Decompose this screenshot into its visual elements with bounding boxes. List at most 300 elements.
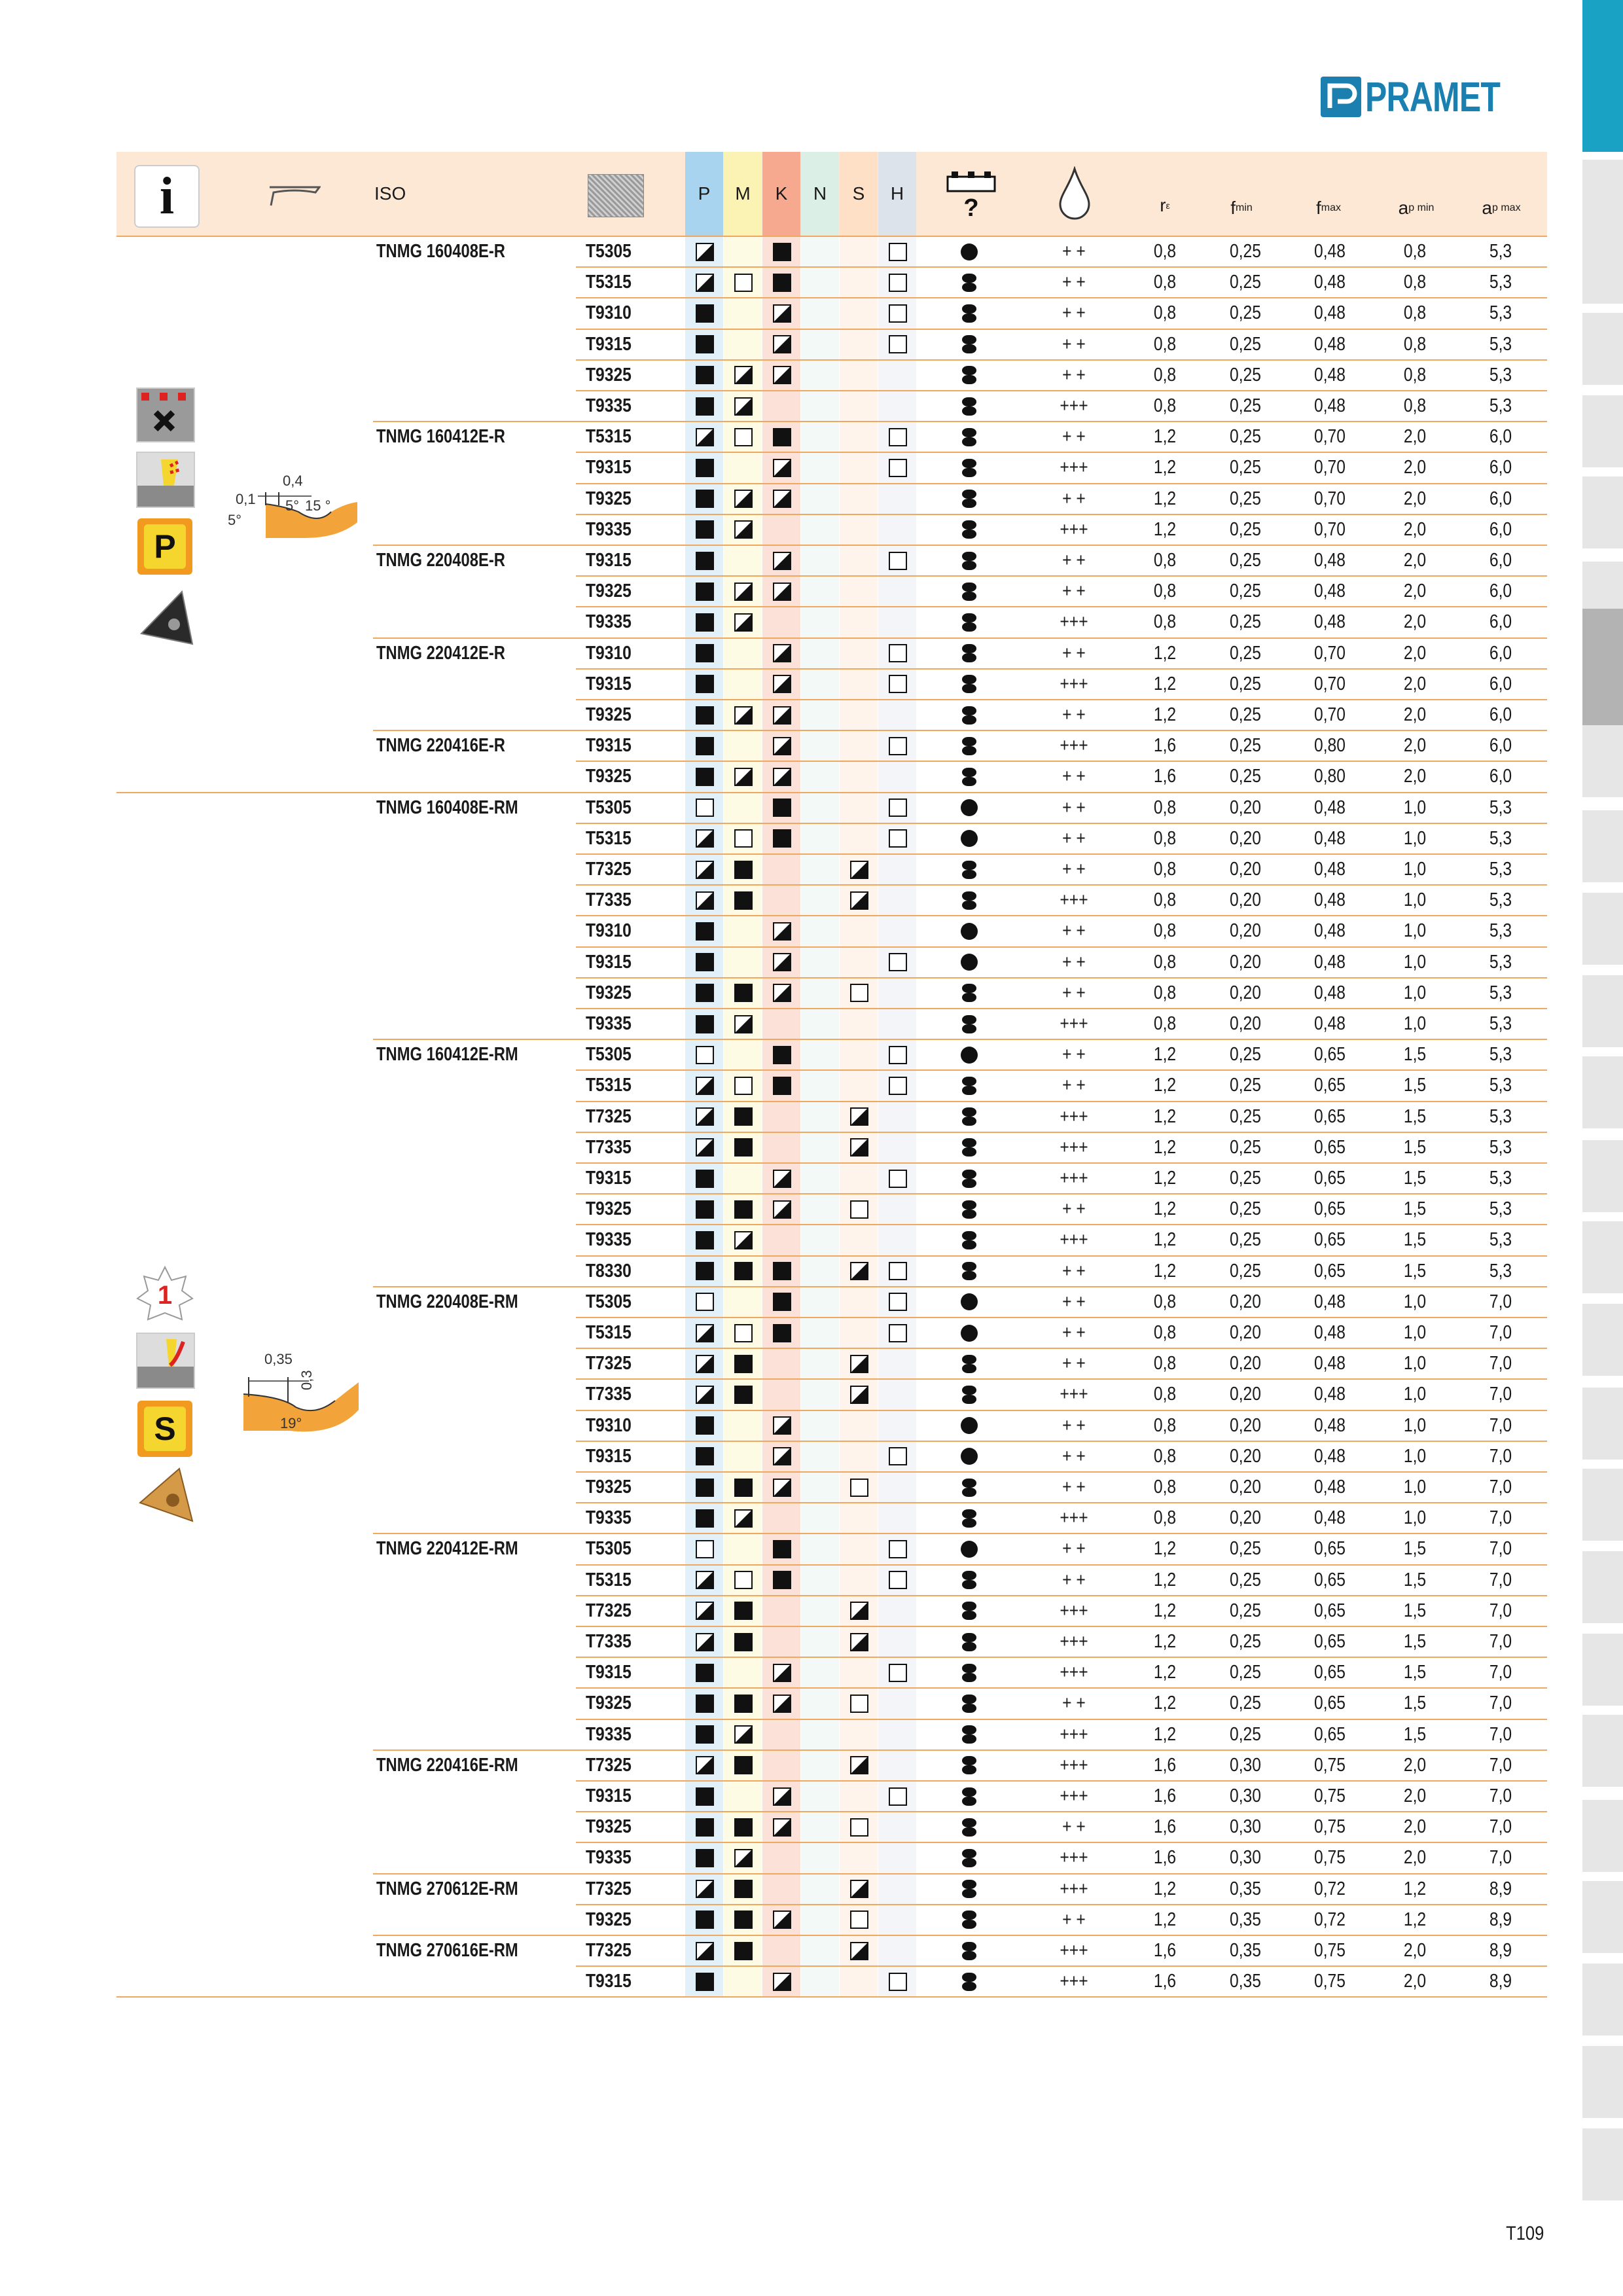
table-row[interactable]	[0, 1812, 1571, 1842]
table-row[interactable]	[0, 885, 1571, 916]
table-row[interactable]	[0, 1781, 1571, 1812]
cell-apmin: 0,8	[1403, 272, 1427, 293]
side-tab-21[interactable]	[1582, 1800, 1623, 1872]
cell-cool: +++	[1060, 1384, 1088, 1405]
cell-apmin: 1,5	[1403, 1723, 1427, 1745]
suitability-cell-S	[850, 1935, 868, 1966]
suitability-H-optional	[889, 1787, 907, 1806]
condition-cell	[961, 514, 978, 545]
geo2-angle-a: 19°	[280, 1415, 302, 1431]
suitability-H-optional	[889, 335, 907, 353]
table-row[interactable]	[0, 1905, 1571, 1935]
cell-fmax: 0,75	[1314, 1847, 1346, 1869]
condition-cell	[961, 1194, 978, 1225]
info-icon[interactable]: i	[134, 165, 200, 228]
table-row[interactable]	[0, 514, 1571, 545]
grade-code: T9315	[586, 1662, 632, 1683]
cell-fmax: 0,48	[1314, 827, 1346, 849]
side-tab-1[interactable]	[1582, 160, 1623, 232]
cell-fmax: 0,65	[1314, 1662, 1346, 1683]
table-row[interactable]	[0, 1379, 1571, 1410]
table-row[interactable]	[0, 1348, 1571, 1379]
cell-fmax: 0,65	[1314, 1569, 1346, 1590]
cell-re: 0,8	[1153, 920, 1177, 942]
suitability-M-secondary	[734, 1015, 753, 1033]
cell-apmax: 7,0	[1489, 1723, 1512, 1745]
table-row[interactable]	[0, 1039, 1571, 1070]
cell-apmin: 2,0	[1403, 426, 1427, 448]
table-row[interactable]	[0, 669, 1571, 700]
cell-apmin: 1,5	[1403, 1600, 1427, 1621]
grade-code: T5305	[586, 241, 632, 262]
table-row[interactable]	[0, 1935, 1571, 1966]
suitability-cell-K	[773, 1318, 791, 1348]
suitability-cell-K	[773, 1070, 791, 1101]
table-row[interactable]	[0, 1441, 1571, 1472]
suitability-cell-H	[889, 1070, 907, 1101]
cell-fmin: 0,20	[1230, 951, 1261, 973]
grade-code: T7325	[586, 1600, 632, 1621]
suitability-K-primary	[773, 829, 791, 848]
suitability-cell-K	[773, 360, 791, 391]
cell-apmin: 1,5	[1403, 1260, 1427, 1282]
suitability-S-secondary	[850, 1880, 868, 1898]
suitability-cell-K	[773, 1194, 791, 1225]
suitability-S-secondary	[850, 1633, 868, 1651]
cell-apmax: 7,0	[1489, 1538, 1512, 1560]
suitability-cell-P	[696, 1472, 714, 1503]
cell-re: 1,2	[1153, 1631, 1177, 1652]
cell-re: 1,6	[1153, 735, 1177, 757]
cell-apmax: 7,0	[1489, 1414, 1512, 1436]
cell-cool: +++	[1060, 673, 1088, 694]
cell-fmin: 0,25	[1230, 1136, 1261, 1158]
suitability-K-secondary	[773, 1787, 791, 1806]
table-row[interactable]	[0, 1256, 1571, 1287]
cell-fmax: 0,48	[1314, 982, 1346, 1003]
cell-fmin: 0,30	[1230, 1847, 1261, 1869]
cell-apmin: 2,0	[1403, 642, 1427, 664]
cell-apmax: 8,9	[1489, 1940, 1512, 1961]
cell-apmin: 1,0	[1403, 827, 1427, 849]
cell-fmin: 0,25	[1230, 1662, 1261, 1683]
suitability-H-optional	[889, 1571, 907, 1589]
cell-fmin: 0,25	[1230, 426, 1261, 448]
table-row[interactable]	[0, 1842, 1571, 1873]
cell-fmin: 0,20	[1230, 1445, 1261, 1467]
suitability-K-secondary	[773, 366, 791, 384]
table-row[interactable]	[0, 545, 1571, 576]
side-tab-18[interactable]	[1582, 1551, 1623, 1623]
suitability-cell-P	[696, 1256, 714, 1287]
normal-condition-icon	[961, 274, 978, 292]
table-row[interactable]	[0, 422, 1571, 452]
table-row[interactable]	[0, 1225, 1571, 1255]
cell-re: 0,8	[1153, 611, 1177, 633]
suitability-M-primary	[734, 1107, 753, 1126]
condition-cell	[961, 1472, 978, 1503]
suitability-cell-P	[696, 329, 714, 360]
suitability-M-optional	[734, 1077, 753, 1095]
table-row[interactable]	[0, 1194, 1571, 1225]
table-row[interactable]	[0, 854, 1571, 885]
table-row[interactable]	[0, 1009, 1571, 1039]
side-tab-10[interactable]	[1582, 893, 1623, 965]
suitability-cell-K	[773, 1256, 791, 1287]
suitability-M-secondary	[734, 1849, 753, 1867]
suitability-M-optional	[734, 829, 753, 848]
suitability-cell-P	[696, 1905, 714, 1935]
table-row[interactable]	[0, 484, 1571, 514]
suitability-P-primary	[696, 706, 714, 725]
side-tab-active[interactable]	[1582, 0, 1623, 152]
cell-fmax: 0,70	[1314, 642, 1346, 664]
cell-re: 0,8	[1153, 827, 1177, 849]
cell-fmax: 0,72	[1314, 1909, 1346, 1930]
suitability-P-primary	[696, 953, 714, 971]
table-row[interactable]	[0, 607, 1571, 637]
suitability-P-primary	[696, 613, 714, 632]
table-row[interactable]	[0, 1132, 1571, 1163]
side-tab-25[interactable]	[1582, 2128, 1623, 2200]
suitability-P-secondary	[696, 274, 714, 292]
cell-apmax: 5,3	[1489, 920, 1512, 942]
table-row[interactable]	[0, 391, 1571, 422]
condition-cell	[961, 1657, 978, 1688]
table-row[interactable]	[0, 1750, 1571, 1781]
suitability-K-primary	[773, 1077, 791, 1095]
side-tab-5[interactable]	[1582, 476, 1623, 548]
suitability-P-secondary	[696, 1355, 714, 1373]
cell-apmin: 2,0	[1403, 457, 1427, 478]
cell-apmax: 5,3	[1489, 859, 1512, 880]
cell-cool: + +	[1062, 1693, 1086, 1714]
suitability-K-primary	[773, 1324, 791, 1342]
header-fmax: f max	[1315, 198, 1341, 218]
suitability-M-primary	[734, 1910, 753, 1929]
cell-cool: +++	[1060, 735, 1088, 757]
normal-condition-icon	[961, 520, 978, 539]
suitability-cell-M	[734, 1750, 753, 1781]
suitability-cell-M	[734, 1194, 753, 1225]
cell-cool: +++	[1060, 518, 1088, 540]
cell-fmin: 0,25	[1230, 488, 1261, 509]
cell-re: 1,2	[1153, 1693, 1177, 1714]
suitability-P-primary	[696, 984, 714, 1002]
cell-cool: +++	[1060, 1971, 1088, 1992]
header-P: P	[698, 183, 711, 204]
suitability-cell-H	[889, 267, 907, 298]
suitability-S-secondary	[850, 1138, 868, 1157]
header-H: H	[890, 183, 904, 204]
cell-apmax: 7,0	[1489, 1445, 1512, 1467]
suitability-S-optional	[850, 984, 868, 1002]
table-row[interactable]	[0, 1688, 1571, 1719]
header-apmax: a p max	[1482, 198, 1521, 218]
suitability-M-primary	[734, 1695, 753, 1713]
cell-fmax: 0,48	[1314, 1353, 1346, 1374]
page-number: T109	[1506, 2223, 1544, 2244]
table-row[interactable]	[0, 1070, 1571, 1101]
suitability-cell-P	[696, 1348, 714, 1379]
table-row[interactable]	[0, 978, 1571, 1009]
table-row[interactable]	[0, 1318, 1571, 1348]
cell-fmin: 0,25	[1230, 1600, 1261, 1621]
cell-apmin: 2,0	[1403, 581, 1427, 602]
suitability-P-primary	[696, 1262, 714, 1280]
suitability-cell-P	[696, 1874, 714, 1905]
side-tab-14[interactable]	[1582, 1221, 1623, 1293]
stable-condition-icon	[961, 830, 978, 847]
suitability-H-optional	[889, 644, 907, 662]
suitability-cell-K	[773, 236, 791, 267]
suitability-cell-P	[696, 1225, 714, 1255]
cell-apmin: 1,0	[1403, 859, 1427, 880]
side-tab-12[interactable]	[1582, 1056, 1623, 1128]
stable-condition-icon	[961, 1047, 978, 1064]
cell-apmax: 6,0	[1489, 581, 1512, 602]
cell-fmin: 0,25	[1230, 704, 1261, 725]
table-row[interactable]	[0, 1657, 1571, 1688]
table-row[interactable]	[0, 638, 1571, 669]
table-row[interactable]	[0, 576, 1571, 607]
suitability-H-optional	[889, 1540, 907, 1558]
suitability-P-primary	[696, 1664, 714, 1682]
side-tab-15[interactable]	[1582, 1304, 1623, 1376]
grade-code: T9325	[586, 704, 632, 725]
suitability-cell-K	[773, 484, 791, 514]
suitability-H-optional	[889, 274, 907, 292]
suitability-K-secondary	[773, 1818, 791, 1837]
condition-cell	[961, 1379, 978, 1410]
table-row[interactable]	[0, 236, 1571, 267]
table-row[interactable]	[0, 267, 1571, 298]
cell-apmax: 7,0	[1489, 1322, 1512, 1343]
cell-re: 0,8	[1153, 550, 1177, 571]
cell-cool: + +	[1062, 302, 1086, 324]
table-row[interactable]	[0, 793, 1571, 823]
suitability-cell-M	[734, 1812, 753, 1842]
table-row[interactable]	[0, 947, 1571, 978]
table-row[interactable]	[0, 1719, 1571, 1750]
suitability-H-optional	[889, 304, 907, 323]
grade-code: T9325	[586, 982, 632, 1003]
grade-code: T9315	[586, 951, 632, 973]
suitability-cell-P	[696, 947, 714, 978]
cell-cool: + +	[1062, 272, 1086, 293]
cell-re: 0,8	[1153, 1507, 1177, 1529]
suitability-P-secondary	[696, 1571, 714, 1589]
cell-fmax: 0,70	[1314, 426, 1346, 448]
cell-apmin: 1,5	[1403, 1198, 1427, 1220]
suitability-cell-P	[696, 1534, 714, 1564]
condition-cell	[961, 1750, 978, 1781]
side-tab-2[interactable]	[1582, 232, 1623, 304]
suitability-M-primary	[734, 891, 753, 910]
condition-cell	[961, 1070, 978, 1101]
cell-apmin: 1,0	[1403, 920, 1427, 942]
condition-cell	[961, 761, 978, 792]
side-tab-22[interactable]	[1582, 1881, 1623, 1953]
table-row[interactable]	[0, 1102, 1571, 1132]
table-row[interactable]	[0, 298, 1571, 329]
suitability-H-optional	[889, 1324, 907, 1342]
table-row[interactable]	[0, 1472, 1571, 1503]
cell-cool: +++	[1060, 395, 1088, 416]
table-row[interactable]	[0, 1565, 1571, 1596]
suitability-P-primary	[696, 675, 714, 693]
suitability-cell-P	[696, 1102, 714, 1132]
side-tab-23[interactable]	[1582, 1964, 1623, 2036]
cell-re: 1,2	[1153, 1662, 1177, 1683]
cell-apmax: 6,0	[1489, 766, 1512, 787]
cell-apmax: 5,3	[1489, 1136, 1512, 1158]
table-row[interactable]	[0, 916, 1571, 946]
cell-apmax: 5,3	[1489, 982, 1512, 1003]
cell-apmin: 2,0	[1403, 735, 1427, 757]
suitability-cell-P	[696, 545, 714, 576]
suitability-H-optional	[889, 1262, 907, 1280]
grade-code: T9310	[586, 642, 632, 664]
table-row[interactable]	[0, 1534, 1571, 1564]
table-row[interactable]	[0, 823, 1571, 854]
cell-cool: +++	[1060, 1785, 1088, 1806]
condition-cell	[961, 793, 978, 823]
suitability-H-optional	[889, 953, 907, 971]
suitability-cell-K	[773, 638, 791, 669]
side-tab-19[interactable]	[1582, 1634, 1623, 1706]
condition-cell	[961, 1935, 978, 1966]
suitability-cell-H	[889, 1657, 907, 1688]
cell-apmin: 2,0	[1403, 1971, 1427, 1992]
cell-apmin: 2,0	[1403, 518, 1427, 540]
suitability-cell-P	[696, 761, 714, 792]
table-row[interactable]	[0, 1966, 1571, 1997]
suitability-cell-K	[773, 793, 791, 823]
suitability-cell-P	[696, 360, 714, 391]
table-row[interactable]	[0, 1874, 1571, 1905]
side-tab-7[interactable]	[1582, 609, 1623, 740]
cell-fmin: 0,25	[1230, 766, 1261, 787]
suitability-P-primary	[696, 490, 714, 508]
header-iso: ISO	[374, 183, 406, 204]
side-tab-16[interactable]	[1582, 1388, 1623, 1460]
cell-apmin: 1,0	[1403, 1507, 1427, 1529]
side-tab-3[interactable]	[1582, 313, 1623, 385]
cell-apmax: 5,3	[1489, 364, 1512, 386]
geo1-dim-a: 0,4	[283, 473, 303, 489]
suitability-cell-K	[773, 1781, 791, 1812]
normal-condition-icon	[961, 1231, 978, 1249]
cell-cool: +++	[1060, 1847, 1088, 1869]
suitability-cell-P	[696, 1719, 714, 1750]
suitability-cell-K	[773, 452, 791, 483]
cell-fmax: 0,80	[1314, 766, 1346, 787]
grade-code: T5315	[586, 1569, 632, 1590]
side-tab-11[interactable]	[1582, 975, 1623, 1047]
suitability-cell-S	[850, 1750, 868, 1781]
condition-cell	[961, 1009, 978, 1039]
cell-fmax: 0,48	[1314, 797, 1346, 818]
cell-apmax: 7,0	[1489, 1662, 1512, 1683]
table-row[interactable]	[0, 1596, 1571, 1626]
suitability-cell-S	[850, 1194, 868, 1225]
suitability-M-optional	[734, 274, 753, 292]
grade-code: T7325	[586, 1940, 632, 1961]
side-tab-13[interactable]	[1582, 1140, 1623, 1212]
cell-fmax: 0,70	[1314, 673, 1346, 694]
cell-apmax: 6,0	[1489, 457, 1512, 478]
cell-re: 1,6	[1153, 1785, 1177, 1806]
table-row[interactable]	[0, 730, 1571, 761]
suitability-K-secondary	[773, 675, 791, 693]
suitability-H-optional	[889, 552, 907, 570]
suitability-K-primary	[773, 1046, 791, 1064]
table-row[interactable]	[0, 1503, 1571, 1534]
cell-fmin: 0,20	[1230, 1414, 1261, 1436]
suitability-cell-H	[889, 1318, 907, 1348]
cell-cool: + +	[1062, 1291, 1086, 1312]
table-row[interactable]	[0, 1287, 1571, 1318]
suitability-P-primary	[696, 1787, 714, 1806]
iso-designation: TNMG 270612E-RM	[376, 1878, 518, 1899]
normal-condition-icon	[961, 1664, 978, 1682]
table-row[interactable]	[0, 700, 1571, 730]
table-row[interactable]	[0, 360, 1571, 391]
suitability-P-primary	[696, 1725, 714, 1744]
side-tab-9[interactable]	[1582, 810, 1623, 882]
side-tab-24[interactable]	[1582, 2046, 1623, 2118]
suitability-S-optional	[850, 1910, 868, 1929]
suitability-cell-M	[734, 1874, 753, 1905]
suitability-M-primary	[734, 861, 753, 879]
cell-cool: + +	[1062, 364, 1086, 386]
suitability-H-optional	[889, 737, 907, 755]
suitability-P-secondary	[696, 1942, 714, 1960]
normal-condition-icon	[961, 304, 978, 323]
side-tab-4[interactable]	[1582, 395, 1623, 467]
cell-fmax: 0,65	[1314, 1723, 1346, 1745]
normal-condition-icon	[961, 1880, 978, 1898]
suitability-S-secondary	[850, 1386, 868, 1404]
cell-cool: + +	[1062, 827, 1086, 849]
cell-apmax: 7,0	[1489, 1785, 1512, 1806]
normal-condition-icon	[961, 1602, 978, 1620]
cell-re: 0,8	[1153, 1414, 1177, 1436]
cell-apmin: 1,0	[1403, 982, 1427, 1003]
table-row[interactable]	[0, 761, 1571, 792]
cell-fmin: 0,25	[1230, 673, 1261, 694]
suitability-cell-M	[734, 761, 753, 792]
table-row[interactable]	[0, 329, 1571, 360]
suitability-K-secondary	[773, 768, 791, 786]
table-row[interactable]	[0, 1163, 1571, 1194]
iso-designation: TNMG 270616E-RM	[376, 1940, 518, 1961]
iso-designation: TNMG 220408E-RM	[376, 1291, 518, 1312]
table-row[interactable]	[0, 1410, 1571, 1441]
grade-code: T9325	[586, 581, 632, 602]
cell-apmin: 2,0	[1403, 1785, 1427, 1806]
table-row[interactable]	[0, 452, 1571, 483]
condition-cell	[961, 823, 978, 854]
normal-condition-icon	[961, 1849, 978, 1867]
side-tab-17[interactable]	[1582, 1469, 1623, 1541]
suitability-cell-S	[850, 1379, 868, 1410]
table-row[interactable]	[0, 1626, 1571, 1657]
side-tab-20[interactable]	[1582, 1715, 1623, 1787]
grade-code: T7335	[586, 1136, 632, 1158]
side-tab-8[interactable]	[1582, 725, 1623, 797]
